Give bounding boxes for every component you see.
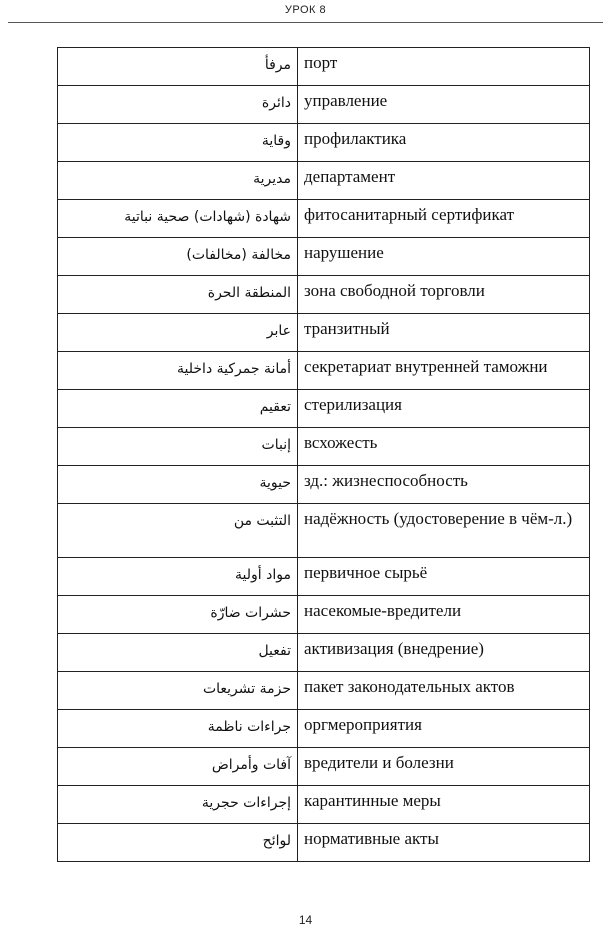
- russian-translation: транзитный: [298, 314, 590, 352]
- russian-translation: вредители и болезни: [298, 748, 590, 786]
- table-row: [58, 314, 590, 352]
- table-row: [58, 124, 590, 162]
- table-row: [58, 466, 590, 504]
- table-row: [58, 504, 590, 558]
- page-number: 14: [298, 913, 313, 927]
- table-row: [58, 558, 590, 596]
- arabic-term: مرفأ: [58, 48, 298, 86]
- russian-translation: управление: [298, 86, 590, 124]
- arabic-term: حيوية: [58, 466, 298, 504]
- arabic-term: حزمة تشريعات: [58, 672, 298, 710]
- arabic-term: مخالفة (مخالفات): [58, 238, 298, 276]
- russian-translation: первичное сырьё: [298, 558, 590, 596]
- arabic-term: لوائح: [58, 824, 298, 862]
- table-row: [58, 672, 590, 710]
- russian-translation: зд.: жизнеспособность: [298, 466, 590, 504]
- table-row: [58, 596, 590, 634]
- table-row: [58, 786, 590, 824]
- table-row: [58, 634, 590, 672]
- arabic-term: المنطقة الحرة: [58, 276, 298, 314]
- table-row: [58, 710, 590, 748]
- russian-translation: фитосанитарный сертификат: [298, 200, 590, 238]
- arabic-term: أمانة جمركية داخلية: [58, 352, 298, 390]
- arabic-term: مديرية: [58, 162, 298, 200]
- table-row: [58, 238, 590, 276]
- table-row: [58, 352, 590, 390]
- table-row: [58, 390, 590, 428]
- russian-translation: профилактика: [298, 124, 590, 162]
- table-row: [58, 86, 590, 124]
- russian-translation: пакет законодательных актов: [298, 672, 590, 710]
- running-head: УРОК 8: [284, 4, 327, 16]
- russian-translation: активизация (внедрение): [298, 634, 590, 672]
- arabic-term: شهادة (شهادات) صحية نباتية: [58, 200, 298, 238]
- arabic-term: عابر: [58, 314, 298, 352]
- russian-translation: всхожесть: [298, 428, 590, 466]
- russian-translation: секретариат внутренней таможни: [298, 352, 590, 390]
- arabic-term: حشرات ضارّة: [58, 596, 298, 634]
- arabic-term: تعقيم: [58, 390, 298, 428]
- russian-translation: порт: [298, 48, 590, 86]
- arabic-term: إجراءات حجرية: [58, 786, 298, 824]
- header-rule: [8, 22, 603, 23]
- table-row: [58, 428, 590, 466]
- vocabulary-table: [57, 47, 590, 862]
- arabic-term: جراءات ناظمة: [58, 710, 298, 748]
- russian-translation: департамент: [298, 162, 590, 200]
- arabic-term: مواد أولية: [58, 558, 298, 596]
- table-row: [58, 276, 590, 314]
- russian-translation: оргмероприятия: [298, 710, 590, 748]
- arabic-term: تفعيل: [58, 634, 298, 672]
- arabic-term: التثبت من: [58, 504, 298, 558]
- russian-translation: карантинные меры: [298, 786, 590, 824]
- table-row: [58, 748, 590, 786]
- russian-translation: нарушение: [298, 238, 590, 276]
- arabic-term: آفات وأمراض: [58, 748, 298, 786]
- table-row: [58, 200, 590, 238]
- russian-translation: надёжность (удостоверение в чём-л.): [298, 504, 590, 558]
- table-row: [58, 824, 590, 862]
- table-row: [58, 162, 590, 200]
- table-row: [58, 48, 590, 86]
- arabic-term: وقاية: [58, 124, 298, 162]
- russian-translation: зона свободной торговли: [298, 276, 590, 314]
- arabic-term: إنبات: [58, 428, 298, 466]
- russian-translation: нормативные акты: [298, 824, 590, 862]
- russian-translation: стерилизация: [298, 390, 590, 428]
- arabic-term: دائرة: [58, 86, 298, 124]
- russian-translation: насекомые-вредители: [298, 596, 590, 634]
